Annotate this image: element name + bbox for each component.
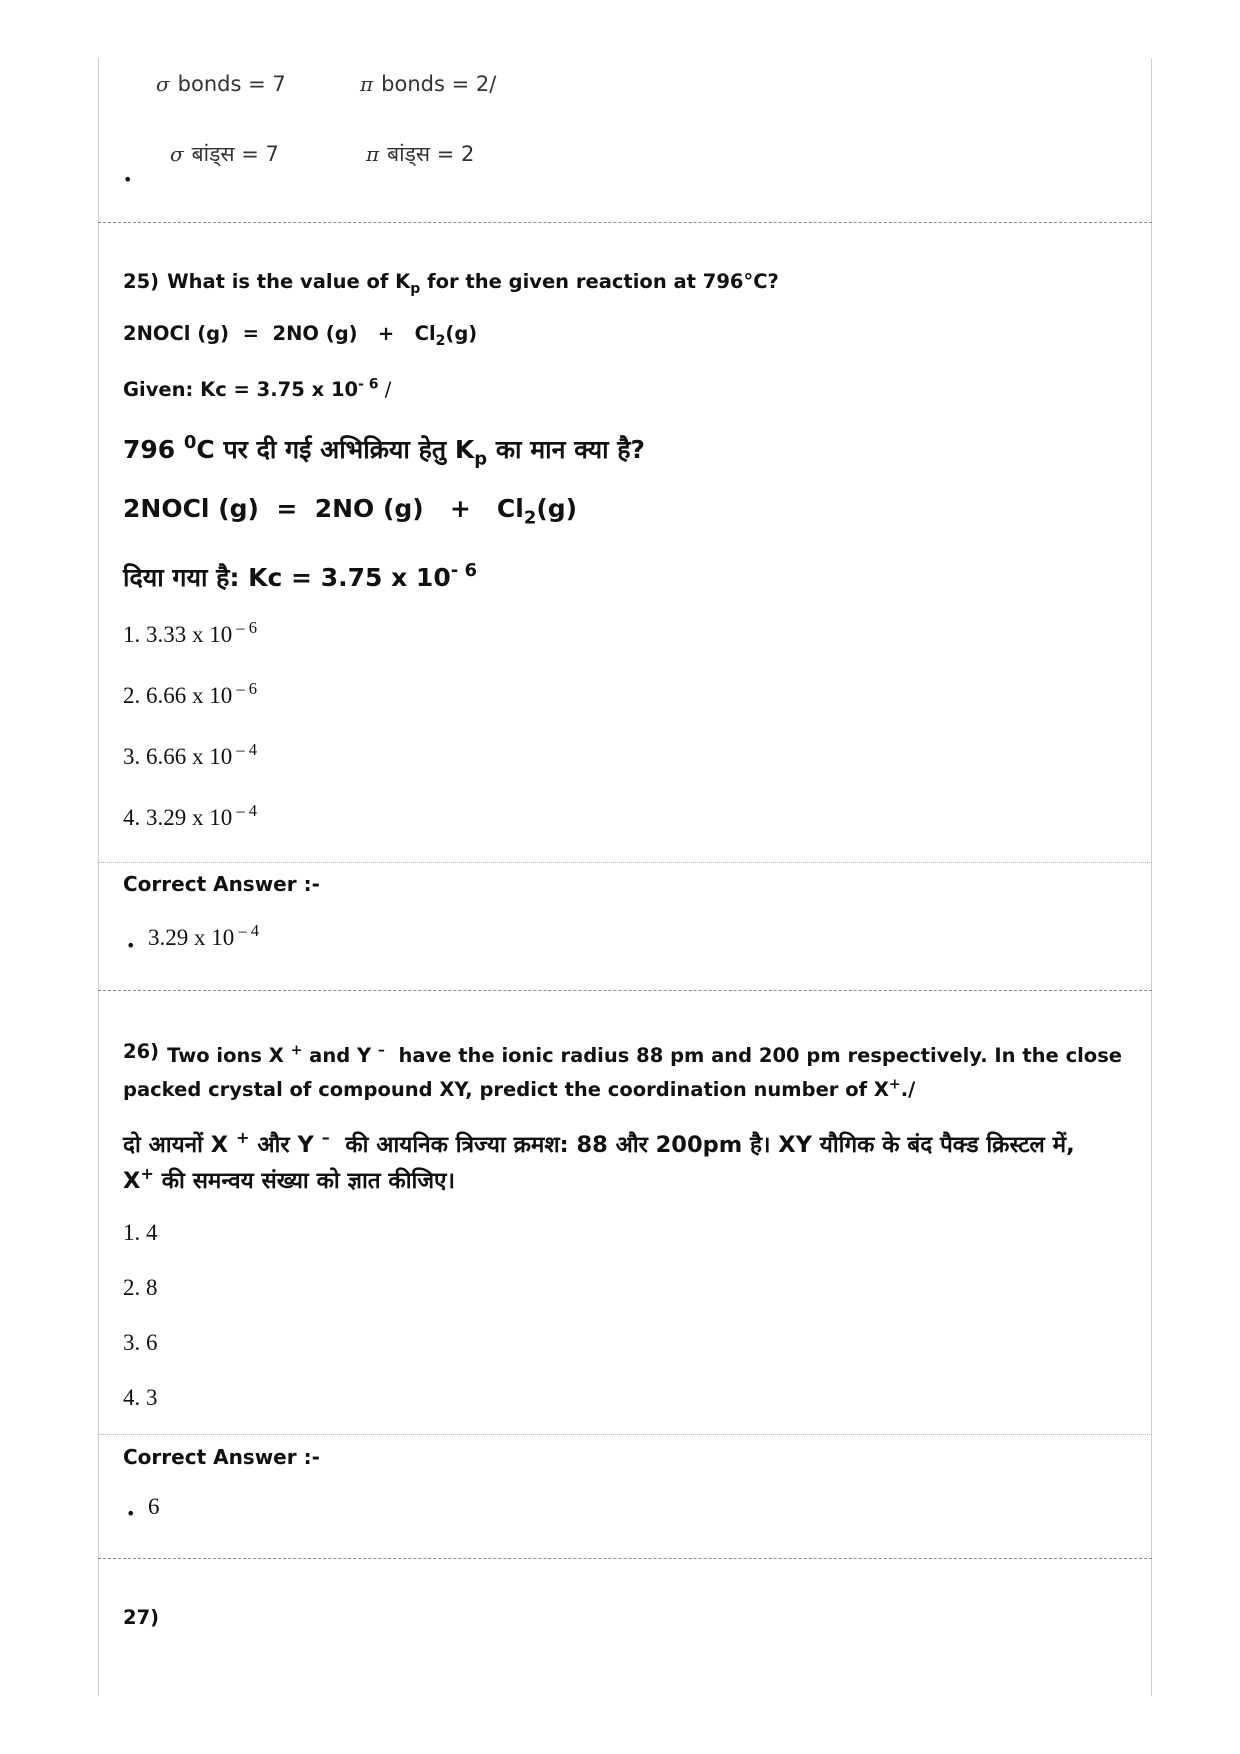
separator [98,222,1152,223]
q25-option-1[interactable]: 1. 3.33 x 10 $^{- 6}$ [123,617,258,647]
q25-english-given: Given: Kc = 3.75 x $10^{- 6}$ / [123,376,392,401]
separator [98,1558,1152,1559]
q26-option-2[interactable]: 2. 8 [123,1275,158,1300]
q25-hindi-question: 796 $^0$C पर दी गई अभिक्रिया हेतु $K_p$ का मान क्या है? [123,432,646,470]
prev-en-sigma-bonds: σ bonds = 7 [156,72,286,96]
pi-symbol: π [360,72,374,96]
q25-hindi-equation: 2NOCl (g) = 2NO $(g) + Cl_2(g)$ [123,494,578,529]
q26-correct-answer-label: Correct Answer :- [123,1445,320,1469]
separator [98,990,1152,991]
q26-english-question-line2: packed crystal of compound XY, predict the coordination number of X+./ [123,1076,916,1101]
answer-divider [98,862,1152,863]
pi-symbol: π [366,142,380,166]
q25-english-question: 25) What is the value of $K_p$ for the given reaction at 796°C? [123,270,779,297]
q26-hindi-question-line1: दो आयनों X + और Y – की आयनिक त्रिज्या क्रमश: 88 और 200pm है। XY यौगिक के बंद पैक्ड क्रिस्टल में, [123,1128,1075,1158]
bullet: • [126,936,136,955]
q26-option-4[interactable]: 4. 3 [123,1385,158,1410]
bullet: • [126,1504,136,1523]
prev-hi-sigma-bonds: σ बांड्स = 7 [170,142,279,166]
prev-hi-pi-bonds: π बांड्स = 2 [366,142,475,166]
q25-correct-answer-label: Correct Answer :- [123,872,320,896]
q25-option-2[interactable]: 2. 6.66 x 10 $^{- 6}$ [123,678,258,708]
q26-option-3[interactable]: 3. 6 [123,1330,158,1355]
q25-correct-answer: 3.29 x 10 $^{- 4}$ [148,920,260,950]
q25-hindi-given: दिया गया है: Kc = 3.75 x $10^{- 6}$ [123,560,477,592]
answer-divider [98,1434,1152,1435]
question-number: 25) [123,270,160,293]
q26-hindi-question-line2: X+ की समन्वय संख्या को ज्ञात कीजिए। [123,1164,456,1194]
question-number: 26) [123,1040,160,1063]
q26-english-question-line1: 26) Two ions X + and Y – have the ionic radius 88 pm and 200 pm respectively. In the close [123,1040,1123,1067]
prev-bullet: • [123,170,133,189]
q25-english-equation: 2NOCl (g) = 2NO $(g) + Cl_2(g)$ [123,322,478,349]
q26-option-1[interactable]: 1. 4 [123,1220,158,1245]
q25-option-4[interactable]: 4. 3.29 x 10 $^{- 4}$ [123,800,258,830]
q27-question-number: 27) [123,1606,160,1629]
prev-en-pi-bonds: π bonds = 2/ [360,72,497,96]
q26-correct-answer: 6 [148,1494,160,1519]
sigma-symbol: σ [170,142,184,166]
sigma-symbol: σ [156,72,170,96]
q25-option-3[interactable]: 3. 6.66 x 10 $^{- 4}$ [123,739,258,769]
